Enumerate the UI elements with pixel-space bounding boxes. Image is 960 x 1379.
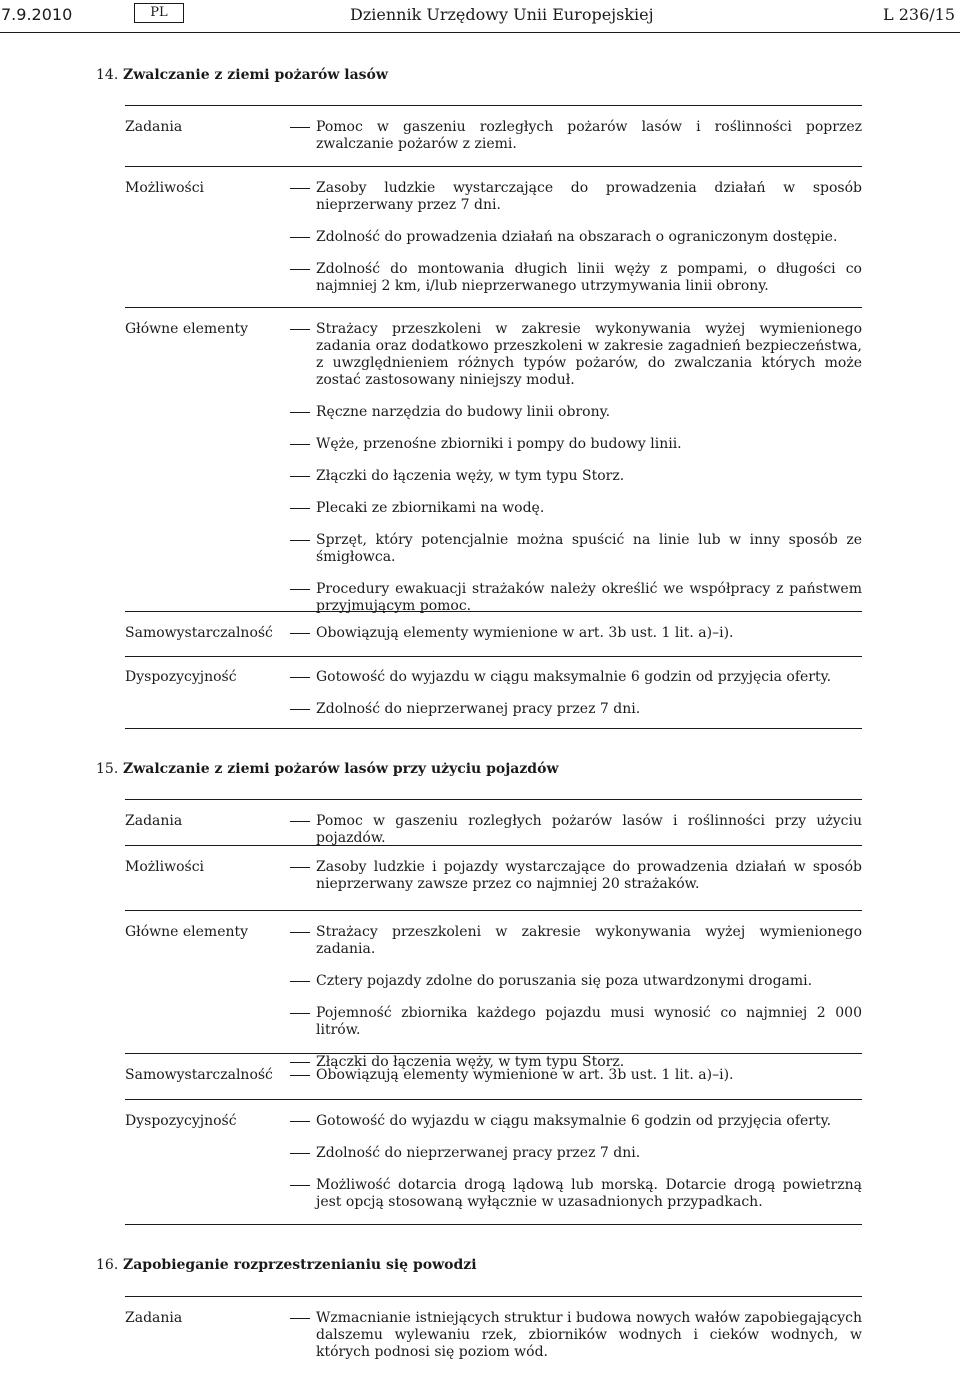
page-header <box>0 3 960 29</box>
row-rule <box>125 1099 862 1100</box>
section-title <box>96 1257 477 1273</box>
row-label: Dyspozycyjność <box>125 1113 237 1129</box>
dash-marker <box>290 589 310 590</box>
section-heading: Zwalczanie z ziemi pożarów lasów <box>123 67 388 83</box>
dash-marker <box>290 237 310 238</box>
dash-marker <box>290 932 310 933</box>
dash-marker <box>290 269 310 270</box>
row-label: Główne elementy <box>125 321 249 337</box>
list-item: Zdolność do nieprzerwanej pracy przez 7 dni. <box>290 701 862 718</box>
dash-marker <box>290 1062 310 1063</box>
dash-marker <box>290 412 310 413</box>
row-label: Dyspozycyjność <box>125 669 237 685</box>
list-item: Zasoby ludzkie wystarczające do prowadzenia działań w sposób nieprzerwany przez 7 dni. <box>290 180 862 214</box>
list-item: Plecaki ze zbiornikami na wodę. <box>290 500 862 517</box>
row-rule <box>125 656 862 657</box>
dash-marker <box>290 821 310 822</box>
list-item: Obowiązują elementy wymienione w art. 3b ust. 1 lit. a)–i). <box>290 1067 862 1084</box>
dash-marker <box>290 1075 310 1076</box>
dash-marker <box>290 329 310 330</box>
section-number: 14. <box>96 67 119 83</box>
dash-marker <box>290 1013 310 1014</box>
list-item: Pomoc w gaszeniu rozległych pożarów lasów i roślinności przy użyciu pojazdów. <box>290 813 862 847</box>
dash-marker <box>290 444 310 445</box>
row-rule <box>125 105 862 106</box>
row-items <box>290 321 862 615</box>
list-item: Zdolność do prowadzenia działań na obszarach o ograniczonym dostępie. <box>290 229 862 246</box>
list-item: Strażacy przeszkoleni w zakresie wykonywania wyżej wymienionego zadania. <box>290 924 862 958</box>
row-rule <box>125 910 862 911</box>
section-number: 15. <box>96 761 119 777</box>
dash-marker <box>290 1185 310 1186</box>
list-item: Zasoby ludzkie i pojazdy wystarczające do prowadzenia działań w sposób nieprzerwany zawsze przez co najmniej 20 strażaków. <box>290 859 862 893</box>
row-rule <box>125 799 862 800</box>
list-item: Obowiązują elementy wymienione w art. 3b ust. 1 lit. a)–i). <box>290 625 862 642</box>
row-label: Samowystarczalność <box>125 625 273 641</box>
dash-marker <box>290 1121 310 1122</box>
list-item: Zdolność do nieprzerwanej pracy przez 7 dni. <box>290 1145 862 1162</box>
list-item: Możliwość dotarcia drogą lądową lub morską. Dotarcie drogą powietrzną jest opcją stosowaną wyłącznie w uzasadnionych przypadkach. <box>290 1177 862 1211</box>
row-items <box>290 180 862 295</box>
row-rule <box>125 1053 862 1054</box>
row-items <box>290 119 862 153</box>
row-label: Zadania <box>125 813 183 829</box>
list-item: Ręczne narzędzia do budowy linii obrony. <box>290 404 862 421</box>
row-rule <box>125 1224 862 1225</box>
section-title <box>96 67 388 83</box>
list-item: Sprzęt, który potencjalnie można spuścić na linie lub w inny sposób ze śmigłowca. <box>290 532 862 566</box>
row-label: Samowystarczalność <box>125 1067 273 1083</box>
dash-marker <box>290 476 310 477</box>
row-items <box>290 669 862 718</box>
row-items <box>290 859 862 893</box>
row-label: Zadania <box>125 119 183 135</box>
section-title <box>96 761 559 777</box>
section-heading: Zapobieganie rozprzestrzenianiu się powodzi <box>123 1257 477 1273</box>
list-item: Gotowość do wyjazdu w ciągu maksymalnie 6 godzin od przyjęcia oferty. <box>290 1113 862 1130</box>
dash-marker <box>290 508 310 509</box>
row-rule <box>125 307 862 308</box>
dash-marker <box>290 633 310 634</box>
row-label: Możliwości <box>125 859 205 875</box>
header-rule <box>0 32 960 33</box>
dash-marker <box>290 981 310 982</box>
dash-marker <box>290 127 310 128</box>
journal-title: Dziennik Urzędowy Unii Europejskiej <box>350 5 654 24</box>
list-item: Cztery pojazdy zdolne do poruszania się poza utwardzonymi drogami. <box>290 973 862 990</box>
row-rule <box>125 1296 862 1297</box>
row-rule <box>125 166 862 167</box>
list-item: Pomoc w gaszeniu rozległych pożarów lasów i roślinności poprzez zwalczanie pożarów z ziemi. <box>290 119 862 153</box>
dash-marker <box>290 540 310 541</box>
list-item: Zdolność do montowania długich linii węży z pompami, o długości co najmniej 2 km, i/lub nieprzerwanego utrzymywania linii obrony. <box>290 261 862 295</box>
row-label: Możliwości <box>125 180 205 196</box>
header-date: 7.9.2010 <box>1 5 73 24</box>
list-item: Węże, przenośne zbiorniki i pompy do budowy linii. <box>290 436 862 453</box>
dash-marker <box>290 677 310 678</box>
dash-marker <box>290 1153 310 1154</box>
language-badge: PL <box>134 3 184 23</box>
list-item: Pojemność zbiornika każdego pojazdu musi wynosić co najmniej 2 000 litrów. <box>290 1005 862 1039</box>
section-heading: Zwalczanie z ziemi pożarów lasów przy użyciu pojazdów <box>123 761 559 777</box>
row-rule <box>125 728 862 729</box>
row-rule <box>125 611 862 612</box>
dash-marker <box>290 188 310 189</box>
row-label: Główne elementy <box>125 924 249 940</box>
dash-marker <box>290 1318 310 1319</box>
row-items <box>290 1310 862 1361</box>
list-item: Złączki do łączenia węży, w tym typu Storz. <box>290 468 862 485</box>
row-items <box>290 813 862 847</box>
dash-marker <box>290 867 310 868</box>
list-item: Procedury ewakuacji strażaków należy określić we współpracy z państwem przyjmującym pomoc. <box>290 581 862 615</box>
list-item: Strażacy przeszkoleni w zakresie wykonywania wyżej wymienionego zadania oraz dodatkowo przeszkoleni w zakresie zagadnień bezpieczeństwa, z uwzględnieniem różnych typów pożarów, do zwalczania których może zostać zastosowany niniejszy moduł. <box>290 321 862 389</box>
list-item: Wzmacnianie istniejących struktur i budowa nowych wałów zapobiegających dalszemu wylewaniu rzek, zbiorników wodnych i cieków wodnych, w których podnosi się poziom wód. <box>290 1310 862 1361</box>
dash-marker <box>290 709 310 710</box>
row-items <box>290 924 862 1071</box>
page-number: L 236/15 <box>883 5 955 24</box>
list-item: Gotowość do wyjazdu w ciągu maksymalnie 6 godzin od przyjęcia oferty. <box>290 669 862 686</box>
section-number: 16. <box>96 1257 119 1273</box>
row-label: Zadania <box>125 1310 183 1326</box>
row-items <box>290 625 862 642</box>
row-rule <box>125 845 862 846</box>
list-item: Złączki do łączenia węży, w tym typu Storz. <box>290 1054 862 1071</box>
row-items <box>290 1113 862 1211</box>
row-items <box>290 1067 862 1084</box>
